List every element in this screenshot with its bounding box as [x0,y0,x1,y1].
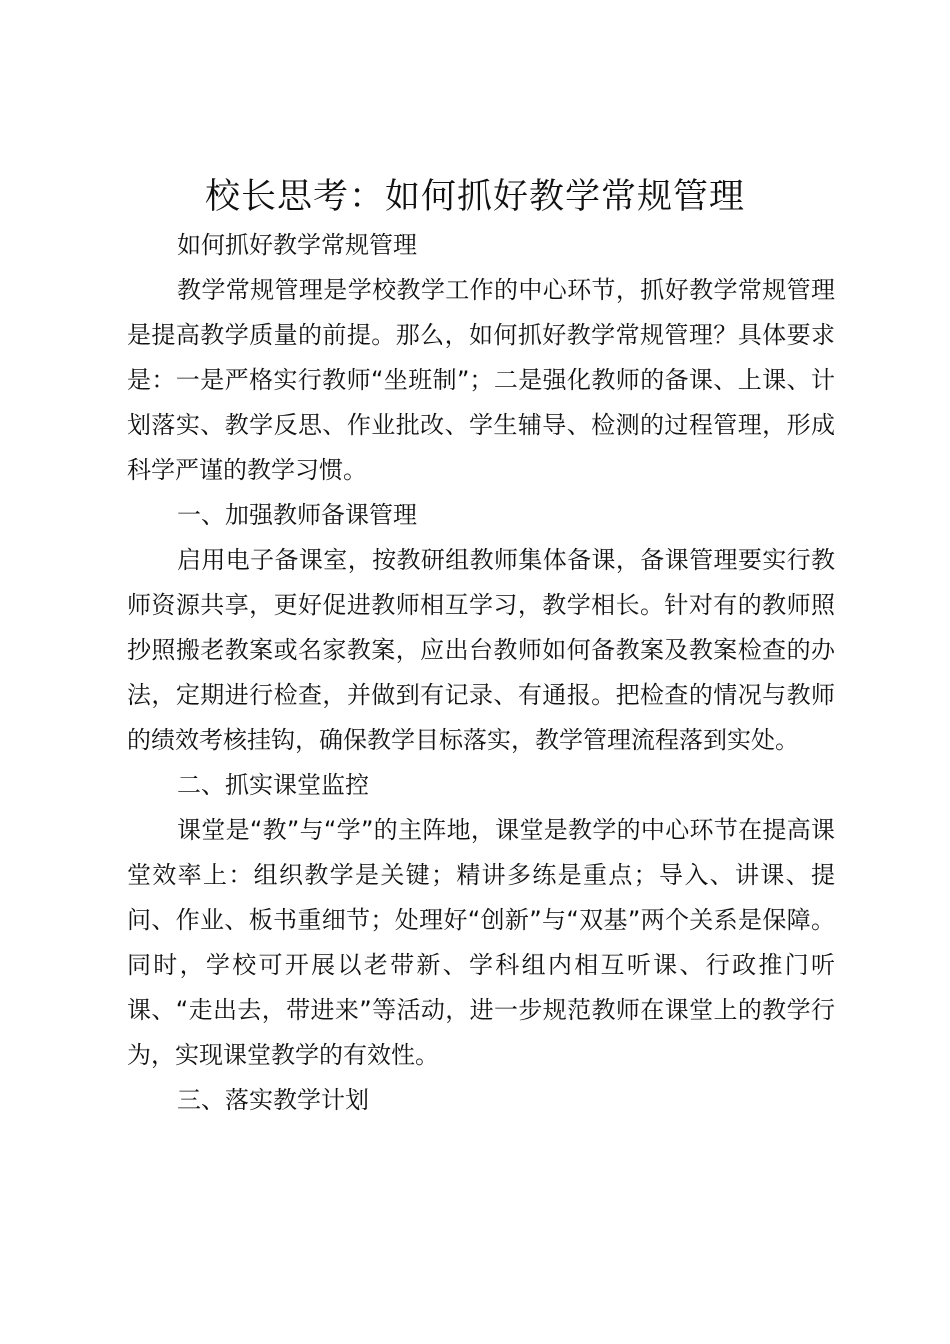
section-paragraph-2: 课堂是“教”与“学”的主阵地，课堂是教学的中心环节在提高课堂效率上：组织教学是关键；精讲多练是重点；导入、讲课、提问、作业、板书重细节；处理好“创新”与“双基”两个关系是保障。同时，学校可开展以老带新、学科组内相互听课、行政推门听课、“走出去，带进来”等活动，进一步规范教师在课堂上的教学行为，实现课堂教学的有效性。 [127,816,835,1069]
section-heading-2: 二、抓实课堂监控 [177,771,369,799]
section-paragraph-1: 启用电子备课室，按教研组教师集体备课，备课管理要实行教师资源共享，更好促进教师相互学习，教学相长。针对有的教师照抄照搬老教案或名家教案，应出台教师如何备教案及教案检查的办法，定期进行检查，并做到有记录、有通报。把检查的情况与教师的绩效考核挂钩，确保教学目标落实，教学管理流程落到实处。 [127,546,835,754]
section-heading-3: 三、落实教学计划 [177,1086,369,1114]
document-body [127,223,835,1123]
document-title: 校长思考：如何抓好教学常规管理 [204,177,745,217]
intro-paragraph: 教学常规管理是学校教学工作的中心环节，抓好教学常规管理是提高教学质量的前提。那么，如何抓好教学常规管理？具体要求是：一是严格实行教师“坐班制”；二是强化教师的备课、上课、计划落实、教学反思、作业批改、学生辅导、检测的过程管理，形成科学严谨的教学习惯。 [127,276,835,484]
section-heading-1: 一、加强教师备课管理 [177,501,417,529]
subtitle-line: 如何抓好教学常规管理 [177,231,417,259]
